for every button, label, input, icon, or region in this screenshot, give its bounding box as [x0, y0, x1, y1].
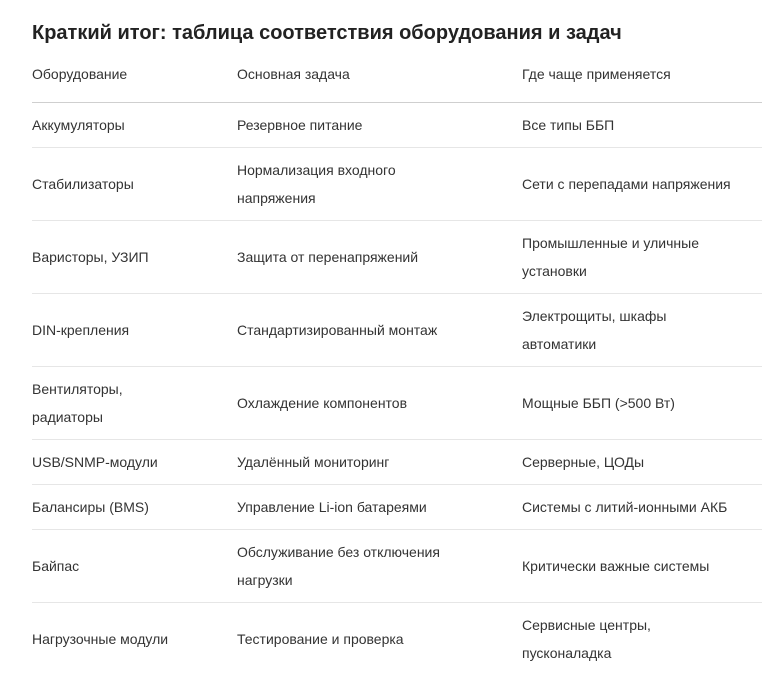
table-row — [32, 485, 762, 530]
cell-task: Удалённый мониторинг — [237, 440, 522, 485]
cell-task: Стандартизированный монтаж — [237, 294, 522, 367]
cell-equipment: Балансиры (BMS) — [32, 485, 237, 530]
header-equipment: Оборудование — [32, 46, 237, 103]
cell-equipment: DIN-крепления — [32, 294, 237, 367]
cell-usage: Мощные ББП (>500 Вт) — [522, 367, 762, 440]
table-row — [32, 530, 762, 603]
cell-task: Охлаждение компонентов — [237, 367, 522, 440]
cell-equipment: Байпас — [32, 530, 237, 603]
header-where-used: Где чаще применяется — [522, 46, 762, 103]
cell-task: Управление Li-ion батареями — [237, 485, 522, 530]
cell-equipment: USB/SNMP-модули — [32, 440, 237, 485]
cell-equipment: Стабилизаторы — [32, 148, 237, 221]
cell-usage: Промышленные и уличные установки — [522, 221, 762, 294]
cell-equipment: Варисторы, УЗИП — [32, 221, 237, 294]
cell-task: Нормализация входного напряжения — [237, 148, 522, 221]
cell-usage: Серверные, ЦОДы — [522, 440, 762, 485]
table-header-row — [32, 46, 762, 103]
table-row — [32, 221, 762, 294]
cell-usage: Все типы ББП — [522, 103, 762, 148]
table-row — [32, 148, 762, 221]
table-row — [32, 367, 762, 440]
table-row — [32, 294, 762, 367]
cell-task: Тестирование и проверка — [237, 631, 404, 647]
equipment-table — [32, 46, 762, 675]
cell-usage: Системы с литий-ионными АКБ — [522, 485, 762, 530]
cell-usage: Критически важные системы — [522, 530, 762, 603]
cell-usage: Сети с перепадами напряжения — [522, 148, 762, 221]
cell-task: Резервное питание — [237, 103, 522, 148]
cell-usage: Электрощиты, шкафы автоматики — [522, 294, 762, 367]
table-row — [32, 603, 762, 676]
cell-task: Обслуживание без отключения нагрузки — [237, 530, 522, 603]
section-title: Краткий итог: таблица соответствия оборудования и задач — [32, 22, 622, 44]
cell-equipment: Аккумуляторы — [32, 103, 237, 148]
header-main-task: Основная задача — [237, 46, 522, 103]
cell-equipment: Нагрузочные модули — [32, 631, 169, 647]
cell-equipment: Вентиляторы, радиаторы — [32, 367, 237, 440]
cell-task: Защита от перенапряжений — [237, 221, 522, 294]
cell-usage: Сервисные центры, пусконаладка — [522, 617, 651, 661]
table-row — [32, 440, 762, 485]
table-row — [32, 103, 762, 148]
